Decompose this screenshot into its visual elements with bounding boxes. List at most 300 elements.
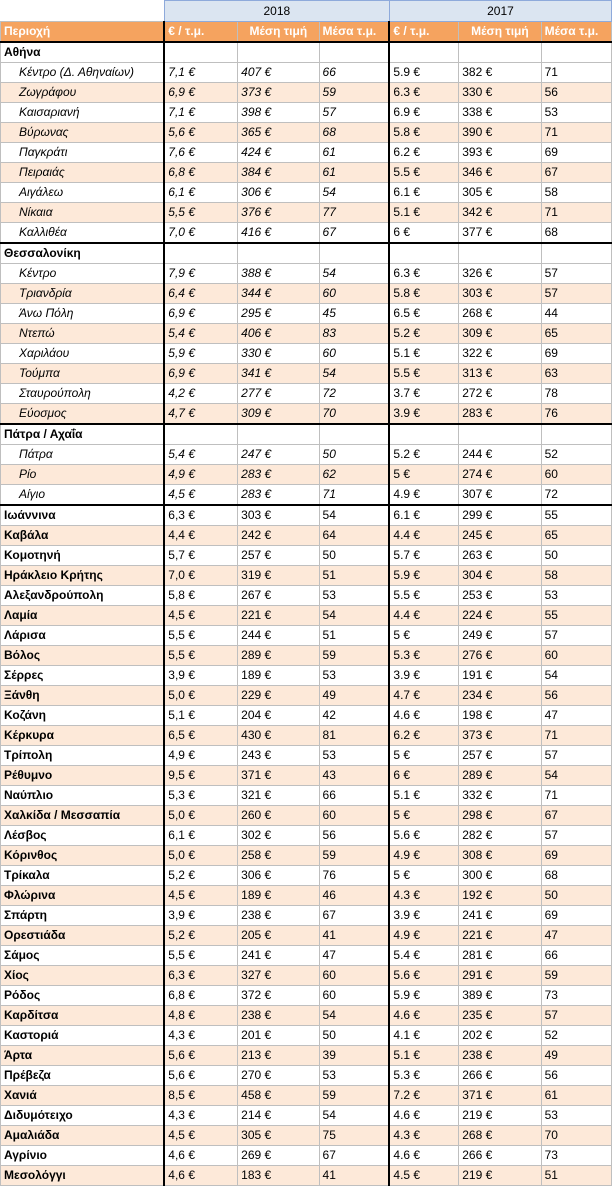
avg-sqm-2017-cell: 67 <box>541 163 611 183</box>
price-per-sqm-2017-cell: 5.1 € <box>389 203 458 223</box>
price-per-sqm-2017-cell: 6.3 € <box>389 83 458 103</box>
avg-sqm-2017-cell: 47 <box>541 706 611 726</box>
price-per-sqm-2017-cell: 5.3 € <box>389 1066 458 1086</box>
avg-price-header-2018: Μέση τιμή <box>238 22 319 43</box>
area-name-cell: Σάμος <box>1 946 165 966</box>
avg-sqm-2018-cell: 71 <box>319 485 389 506</box>
price-per-sqm-2018-cell: 3,9 € <box>164 906 237 926</box>
avg-sqm-2017-cell: 47 <box>541 926 611 946</box>
table-row <box>1 485 612 506</box>
avg-price-2017-cell: 304 € <box>459 566 541 586</box>
avg-sqm-2018-cell: 67 <box>319 1146 389 1166</box>
table-row <box>1 666 612 686</box>
price-per-sqm-2018-cell: 4,5 € <box>164 1126 237 1146</box>
price-per-sqm-2017-cell: 5.2 € <box>389 445 458 465</box>
price-per-sqm-2017-cell: 6.9 € <box>389 103 458 123</box>
avg-price-2017-cell: 332 € <box>459 786 541 806</box>
price-per-sqm-2017-cell: 4.3 € <box>389 886 458 906</box>
avg-price-2018-cell: 407 € <box>238 63 319 83</box>
avg-sqm-2017-cell: 65 <box>541 324 611 344</box>
group-empty-cell <box>389 243 458 264</box>
table-row <box>1 284 612 304</box>
price-per-sqm-2018-cell: 6,9 € <box>164 304 237 324</box>
avg-price-2017-cell: 241 € <box>459 906 541 926</box>
avg-sqm-2017-cell: 76 <box>541 404 611 425</box>
avg-price-2018-cell: 283 € <box>238 485 319 506</box>
group-empty-cell <box>541 424 611 445</box>
table-row <box>1 1046 612 1066</box>
avg-price-2018-cell: 295 € <box>238 304 319 324</box>
table-row <box>1 1066 612 1086</box>
area-name-cell: Κομοτηνή <box>1 546 165 566</box>
avg-price-2017-cell: 283 € <box>459 404 541 425</box>
price-per-sqm-2018-cell: 4,3 € <box>164 1026 237 1046</box>
avg-price-2018-cell: 183 € <box>238 1166 319 1186</box>
avg-sqm-2018-cell: 41 <box>319 926 389 946</box>
price-per-sqm-2017-cell: 3.7 € <box>389 384 458 404</box>
table-row <box>1 83 612 103</box>
avg-price-2018-cell: 221 € <box>238 606 319 626</box>
price-per-sqm-2017-cell: 5 € <box>389 626 458 646</box>
group-empty-cell <box>164 424 237 445</box>
area-name-cell: Καισαριανή <box>1 103 165 123</box>
group-empty-cell <box>164 42 237 63</box>
area-name-cell: Λαμία <box>1 606 165 626</box>
price-per-sqm-2018-cell: 5,8 € <box>164 586 237 606</box>
avg-sqm-2017-cell: 57 <box>541 264 611 284</box>
avg-price-2018-cell: 260 € <box>238 806 319 826</box>
avg-sqm-2018-cell: 49 <box>319 686 389 706</box>
avg-price-2017-cell: 289 € <box>459 766 541 786</box>
year-2017-header: 2017 <box>389 1 611 22</box>
price-per-sqm-2018-cell: 7,9 € <box>164 264 237 284</box>
avg-price-2017-cell: 281 € <box>459 946 541 966</box>
avg-price-2017-cell: 263 € <box>459 546 541 566</box>
price-per-sqm-2017-cell: 5.5 € <box>389 364 458 384</box>
avg-sqm-2017-cell: 56 <box>541 686 611 706</box>
avg-sqm-2018-cell: 60 <box>319 966 389 986</box>
table-row <box>1 1106 612 1126</box>
price-per-sqm-2017-cell: 6.2 € <box>389 143 458 163</box>
avg-sqm-2018-cell: 50 <box>319 445 389 465</box>
avg-sqm-2017-cell: 57 <box>541 1006 611 1026</box>
avg-price-2017-cell: 298 € <box>459 806 541 826</box>
avg-sqm-2017-cell: 58 <box>541 566 611 586</box>
price-per-sqm-2018-cell: 5,5 € <box>164 626 237 646</box>
price-per-sqm-2017-cell: 5 € <box>389 465 458 485</box>
price-per-sqm-2017-cell: 5.1 € <box>389 1046 458 1066</box>
avg-price-2018-cell: 201 € <box>238 1026 319 1046</box>
price-per-sqm-2018-cell: 4,3 € <box>164 1106 237 1126</box>
avg-sqm-2017-cell: 67 <box>541 806 611 826</box>
table-row <box>1 626 612 646</box>
avg-price-2018-cell: 238 € <box>238 1006 319 1026</box>
avg-price-2017-cell: 235 € <box>459 1006 541 1026</box>
price-per-sqm-2017-cell: 5.6 € <box>389 826 458 846</box>
price-per-sqm-2018-cell: 8,5 € <box>164 1086 237 1106</box>
price-per-sqm-2017-cell: 4.6 € <box>389 1146 458 1166</box>
price-per-sqm-2018-cell: 6,1 € <box>164 826 237 846</box>
avg-sqm-2017-cell: 52 <box>541 445 611 465</box>
avg-sqm-2017-cell: 59 <box>541 966 611 986</box>
area-name-cell: Χανιά <box>1 1086 165 1106</box>
price-per-sqm-2018-cell: 5,2 € <box>164 926 237 946</box>
price-per-sqm-2018-cell: 4,5 € <box>164 606 237 626</box>
avg-sqm-2017-cell: 50 <box>541 886 611 906</box>
avg-sqm-2017-cell: 73 <box>541 986 611 1006</box>
avg-price-2017-cell: 390 € <box>459 123 541 143</box>
price-per-sqm-2018-cell: 5,5 € <box>164 946 237 966</box>
avg-price-2017-cell: 276 € <box>459 646 541 666</box>
year-header-row <box>1 1 612 22</box>
avg-price-2018-cell: 306 € <box>238 183 319 203</box>
avg-sqm-2017-cell: 56 <box>541 83 611 103</box>
avg-price-2018-cell: 270 € <box>238 1066 319 1086</box>
area-name-cell: Άνω Πόλη <box>1 304 165 324</box>
group-header-row <box>1 42 612 63</box>
table-row <box>1 344 612 364</box>
avg-sqm-2017-cell: 53 <box>541 586 611 606</box>
avg-sqm-2018-cell: 61 <box>319 163 389 183</box>
avg-price-2017-cell: 274 € <box>459 465 541 485</box>
price-per-sqm-2018-cell: 7,1 € <box>164 103 237 123</box>
avg-price-2017-cell: 346 € <box>459 163 541 183</box>
avg-price-2018-cell: 327 € <box>238 966 319 986</box>
avg-price-2017-cell: 305 € <box>459 183 541 203</box>
price-per-sqm-2018-cell: 5,4 € <box>164 324 237 344</box>
table-row <box>1 986 612 1006</box>
avg-sqm-2017-cell: 71 <box>541 726 611 746</box>
avg-sqm-2018-cell: 53 <box>319 586 389 606</box>
group-empty-cell <box>389 424 458 445</box>
price-per-sqm-2017-cell: 5.8 € <box>389 284 458 304</box>
group-empty-cell <box>459 42 541 63</box>
area-name-cell: Λάρισα <box>1 626 165 646</box>
avg-sqm-2017-cell: 71 <box>541 123 611 143</box>
avg-price-2017-cell: 326 € <box>459 264 541 284</box>
avg-sqm-2018-cell: 62 <box>319 465 389 485</box>
avg-price-2017-cell: 268 € <box>459 304 541 324</box>
group-empty-cell <box>459 424 541 445</box>
price-per-sqm-2018-cell: 4,7 € <box>164 404 237 425</box>
table-row <box>1 526 612 546</box>
price-per-sqm-2018-cell: 6,5 € <box>164 726 237 746</box>
price-per-sqm-2018-cell: 6,9 € <box>164 83 237 103</box>
avg-sqm-2017-cell: 51 <box>541 1166 611 1186</box>
avg-sqm-2017-cell: 54 <box>541 666 611 686</box>
price-per-sqm-2018-cell: 4,8 € <box>164 1006 237 1026</box>
price-per-sqm-2018-cell: 5,0 € <box>164 846 237 866</box>
table-row <box>1 264 612 284</box>
price-per-sqm-2017-cell: 5 € <box>389 866 458 886</box>
avg-price-2017-cell: 221 € <box>459 926 541 946</box>
table-row <box>1 946 612 966</box>
avg-sqm-2017-cell: 71 <box>541 63 611 83</box>
table-row <box>1 1026 612 1046</box>
avg-price-2017-cell: 238 € <box>459 1046 541 1066</box>
avg-price-2018-cell: 416 € <box>238 223 319 244</box>
avg-sqm-2017-cell: 60 <box>541 465 611 485</box>
avg-sqm-2018-cell: 54 <box>319 1006 389 1026</box>
area-name-cell: Καλλιθέα <box>1 223 165 244</box>
area-name-cell: Αγρίνιο <box>1 1146 165 1166</box>
avg-price-2017-cell: 253 € <box>459 586 541 606</box>
price-per-sqm-2017-cell: 6.1 € <box>389 183 458 203</box>
avg-sqm-2018-cell: 54 <box>319 183 389 203</box>
table-row <box>1 826 612 846</box>
area-name-cell: Φλώρινα <box>1 886 165 906</box>
group-empty-cell <box>238 42 319 63</box>
group-empty-cell <box>541 42 611 63</box>
area-name-cell: Βύρωνας <box>1 123 165 143</box>
avg-sqm-2017-cell: 69 <box>541 846 611 866</box>
area-name-cell: Τριανδρία <box>1 284 165 304</box>
price-per-sqm-2017-cell: 4.9 € <box>389 926 458 946</box>
avg-price-2018-cell: 289 € <box>238 646 319 666</box>
avg-price-2018-cell: 247 € <box>238 445 319 465</box>
price-per-sqm-2017-cell: 5.5 € <box>389 586 458 606</box>
price-per-sqm-2017-cell: 5 € <box>389 746 458 766</box>
avg-sqm-2018-cell: 83 <box>319 324 389 344</box>
area-name-cell: Καρδίτσα <box>1 1006 165 1026</box>
table-row <box>1 384 612 404</box>
avg-price-2018-cell: 372 € <box>238 986 319 1006</box>
avg-price-2017-cell: 191 € <box>459 666 541 686</box>
avg-price-2018-cell: 238 € <box>238 906 319 926</box>
area-name-cell: Σπάρτη <box>1 906 165 926</box>
table-row <box>1 706 612 726</box>
area-name-cell: Σέρρες <box>1 666 165 686</box>
price-per-sqm-2018-cell: 6,4 € <box>164 284 237 304</box>
area-column-header: Περιοχή <box>1 22 165 43</box>
table-row <box>1 686 612 706</box>
avg-price-2017-cell: 307 € <box>459 485 541 506</box>
table-row <box>1 726 612 746</box>
avg-price-2018-cell: 204 € <box>238 706 319 726</box>
avg-sqm-2018-cell: 53 <box>319 1066 389 1086</box>
avg-sqm-2017-cell: 70 <box>541 1126 611 1146</box>
price-per-sqm-2017-cell: 7.2 € <box>389 1086 458 1106</box>
table-row <box>1 304 612 324</box>
price-per-sqm-2018-cell: 6,8 € <box>164 163 237 183</box>
avg-sqm-2018-cell: 60 <box>319 986 389 1006</box>
price-per-sqm-2018-cell: 4,6 € <box>164 1166 237 1186</box>
avg-price-2017-cell: 308 € <box>459 846 541 866</box>
avg-sqm-2017-cell: 68 <box>541 223 611 244</box>
avg-price-2017-cell: 249 € <box>459 626 541 646</box>
price-per-sqm-2018-cell: 6,9 € <box>164 364 237 384</box>
area-name-cell: Κοζάνη <box>1 706 165 726</box>
area-name-cell: Αμαλιάδα <box>1 1126 165 1146</box>
price-per-sqm-2017-cell: 6.1 € <box>389 505 458 526</box>
avg-price-2018-cell: 269 € <box>238 1146 319 1166</box>
avg-price-2017-cell: 224 € <box>459 606 541 626</box>
price-per-sqm-2017-cell: 6.2 € <box>389 726 458 746</box>
price-per-sqm-2018-cell: 5,1 € <box>164 706 237 726</box>
avg-sqm-2018-cell: 47 <box>319 946 389 966</box>
avg-sqm-2018-cell: 72 <box>319 384 389 404</box>
group-header-row <box>1 424 612 445</box>
avg-sqm-2018-cell: 64 <box>319 526 389 546</box>
group-empty-cell <box>319 424 389 445</box>
avg-price-2018-cell: 458 € <box>238 1086 319 1106</box>
price-per-sqm-2017-cell: 5.2 € <box>389 324 458 344</box>
avg-price-2017-cell: 245 € <box>459 526 541 546</box>
avg-sqm-2018-cell: 61 <box>319 143 389 163</box>
table-row <box>1 505 612 526</box>
avg-price-2017-cell: 198 € <box>459 706 541 726</box>
table-row <box>1 1086 612 1106</box>
area-name-cell: Ντεπώ <box>1 324 165 344</box>
avg-sqm-2017-cell: 49 <box>541 1046 611 1066</box>
avg-price-2018-cell: 319 € <box>238 566 319 586</box>
avg-price-2017-cell: 382 € <box>459 63 541 83</box>
avg-price-2018-cell: 309 € <box>238 404 319 425</box>
table-row <box>1 404 612 425</box>
avg-price-2018-cell: 189 € <box>238 666 319 686</box>
avg-sqm-2017-cell: 69 <box>541 906 611 926</box>
avg-sqm-2018-cell: 59 <box>319 846 389 866</box>
avg-sqm-2018-cell: 50 <box>319 1026 389 1046</box>
avg-price-2018-cell: 277 € <box>238 384 319 404</box>
avg-sqm-2018-cell: 46 <box>319 886 389 906</box>
group-empty-cell <box>389 42 458 63</box>
avg-sqm-2018-cell: 60 <box>319 344 389 364</box>
area-name-cell: Αιγάλεω <box>1 183 165 203</box>
price-per-sqm-2018-cell: 5,2 € <box>164 866 237 886</box>
table-row <box>1 183 612 203</box>
area-name-cell: Ζωγράφου <box>1 83 165 103</box>
avg-price-2017-cell: 300 € <box>459 866 541 886</box>
avg-sqm-2018-cell: 67 <box>319 223 389 244</box>
price-per-sqm-header-2017: € / τ.μ. <box>389 22 458 43</box>
price-per-sqm-2018-cell: 5,6 € <box>164 1046 237 1066</box>
avg-sqm-2018-cell: 68 <box>319 123 389 143</box>
avg-price-2017-cell: 257 € <box>459 746 541 766</box>
year-2018-header: 2018 <box>164 1 389 22</box>
table-row <box>1 63 612 83</box>
area-name-cell: Ιωάννινα <box>1 505 165 526</box>
avg-sqm-2018-cell: 51 <box>319 566 389 586</box>
price-per-sqm-2018-cell: 5,6 € <box>164 123 237 143</box>
area-name-cell: Παγκράτι <box>1 143 165 163</box>
price-per-sqm-2017-cell: 5.5 € <box>389 163 458 183</box>
price-per-sqm-2017-cell: 3.9 € <box>389 404 458 425</box>
avg-price-2017-cell: 393 € <box>459 143 541 163</box>
area-name-cell: Εύοσμος <box>1 404 165 425</box>
avg-price-2017-cell: 303 € <box>459 284 541 304</box>
price-per-sqm-2017-cell: 4.4 € <box>389 526 458 546</box>
table-row <box>1 223 612 244</box>
avg-sqm-2018-cell: 53 <box>319 666 389 686</box>
avg-sqm-2018-cell: 59 <box>319 646 389 666</box>
table-row <box>1 364 612 384</box>
avg-price-2018-cell: 243 € <box>238 746 319 766</box>
area-name-cell: Ορεστιάδα <box>1 926 165 946</box>
avg-sqm-2017-cell: 69 <box>541 344 611 364</box>
avg-sqm-2017-cell: 57 <box>541 626 611 646</box>
group-name: Πάτρα / Αχαΐα <box>1 424 165 445</box>
avg-sqm-2017-cell: 69 <box>541 143 611 163</box>
price-per-sqm-2018-cell: 4,9 € <box>164 746 237 766</box>
avg-price-2018-cell: 376 € <box>238 203 319 223</box>
price-per-sqm-2017-cell: 5.1 € <box>389 786 458 806</box>
avg-price-2017-cell: 219 € <box>459 1166 541 1186</box>
price-per-sqm-2017-cell: 5.9 € <box>389 986 458 1006</box>
price-per-sqm-2018-cell: 5,9 € <box>164 344 237 364</box>
price-per-sqm-2017-cell: 4.1 € <box>389 1026 458 1046</box>
table-row <box>1 846 612 866</box>
avg-price-2018-cell: 373 € <box>238 83 319 103</box>
price-per-sqm-2017-cell: 5.7 € <box>389 546 458 566</box>
avg-sqm-2018-cell: 41 <box>319 1166 389 1186</box>
price-per-sqm-2018-cell: 6,3 € <box>164 966 237 986</box>
price-per-sqm-2017-cell: 4.3 € <box>389 1126 458 1146</box>
avg-sqm-2018-cell: 53 <box>319 746 389 766</box>
avg-price-2018-cell: 330 € <box>238 344 319 364</box>
avg-sqm-2018-cell: 67 <box>319 906 389 926</box>
group-empty-cell <box>164 243 237 264</box>
group-header-row <box>1 243 612 264</box>
avg-price-2018-cell: 430 € <box>238 726 319 746</box>
avg-price-2017-cell: 244 € <box>459 445 541 465</box>
price-per-sqm-2017-cell: 3.9 € <box>389 666 458 686</box>
group-empty-cell <box>459 243 541 264</box>
avg-price-2017-cell: 322 € <box>459 344 541 364</box>
price-per-sqm-2017-cell: 5.9 € <box>389 566 458 586</box>
avg-sqm-2018-cell: 42 <box>319 706 389 726</box>
group-empty-cell <box>319 42 389 63</box>
price-per-sqm-2017-cell: 6 € <box>389 766 458 786</box>
avg-sqm-2018-cell: 66 <box>319 63 389 83</box>
price-per-sqm-2018-cell: 6,8 € <box>164 986 237 1006</box>
table-row <box>1 746 612 766</box>
area-name-cell: Νίκαια <box>1 203 165 223</box>
avg-sqm-2017-cell: 78 <box>541 384 611 404</box>
avg-sqm-2018-cell: 59 <box>319 83 389 103</box>
price-per-sqm-2018-cell: 7,0 € <box>164 566 237 586</box>
price-per-sqm-2017-cell: 4.6 € <box>389 706 458 726</box>
price-per-sqm-2017-cell: 5.1 € <box>389 344 458 364</box>
avg-price-2018-cell: 229 € <box>238 686 319 706</box>
avg-sqm-2017-cell: 44 <box>541 304 611 324</box>
price-per-sqm-2018-cell: 5,0 € <box>164 686 237 706</box>
price-per-sqm-2018-cell: 4,2 € <box>164 384 237 404</box>
area-name-cell: Χίος <box>1 966 165 986</box>
avg-price-2018-cell: 302 € <box>238 826 319 846</box>
avg-price-2017-cell: 309 € <box>459 324 541 344</box>
table-row <box>1 966 612 986</box>
area-name-cell: Τρίπολη <box>1 746 165 766</box>
group-empty-cell <box>238 424 319 445</box>
avg-sqm-2017-cell: 61 <box>541 1086 611 1106</box>
price-per-sqm-2018-cell: 7,1 € <box>164 63 237 83</box>
area-name-cell: Πρέβεζα <box>1 1066 165 1086</box>
avg-sqm-2018-cell: 57 <box>319 103 389 123</box>
price-per-sqm-2018-cell: 4,5 € <box>164 485 237 506</box>
table-row <box>1 1166 612 1186</box>
avg-price-2017-cell: 192 € <box>459 886 541 906</box>
price-per-sqm-2018-cell: 4,4 € <box>164 526 237 546</box>
avg-sqm-2017-cell: 55 <box>541 606 611 626</box>
avg-price-2018-cell: 283 € <box>238 465 319 485</box>
price-per-sqm-2017-cell: 5.8 € <box>389 123 458 143</box>
avg-price-2017-cell: 313 € <box>459 364 541 384</box>
avg-sqm-2017-cell: 50 <box>541 546 611 566</box>
price-per-sqm-2017-cell: 4.7 € <box>389 686 458 706</box>
group-empty-cell <box>238 243 319 264</box>
avg-price-2018-cell: 205 € <box>238 926 319 946</box>
